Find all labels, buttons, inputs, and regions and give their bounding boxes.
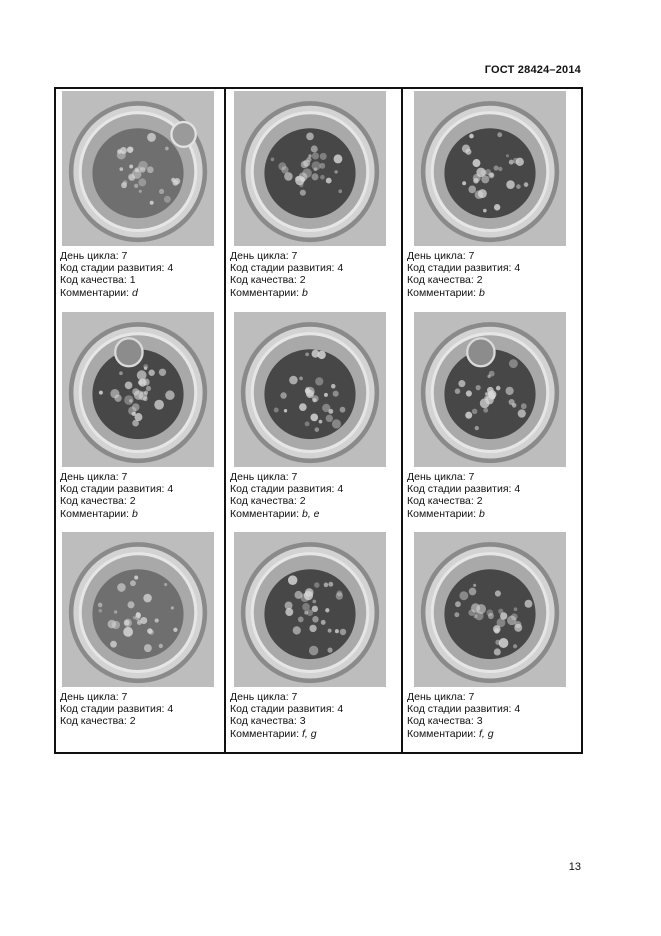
cycle-day-line-label: День цикла: (60, 471, 119, 483)
quality-code-line-value: 2 (129, 495, 136, 508)
comments-line-label: Комментарии: (230, 507, 300, 520)
cycle-day-line (407, 250, 520, 262)
embryo-caption (60, 250, 173, 299)
cycle-day-line (60, 691, 173, 703)
development-stage-line-label: Код стадии развития: (230, 483, 335, 496)
embryo-photo (62, 312, 214, 467)
development-stage-line-label: Код стадии развития: (230, 703, 335, 716)
cycle-day-line (230, 691, 343, 703)
quality-code-line-value: 2 (476, 274, 483, 287)
cycle-day-line (60, 471, 173, 483)
development-stage-line-value: 4 (167, 483, 174, 496)
quality-code-line-value: 3 (476, 715, 483, 728)
cycle-day-line (230, 250, 343, 262)
development-stage-line-label: Код стадии развития: (60, 483, 165, 496)
development-stage-line (60, 703, 173, 715)
quality-code-line (230, 274, 343, 286)
comments-line-label: Комментарии: (407, 286, 477, 299)
page-number: 13 (568, 861, 581, 873)
embryo-photo (62, 532, 214, 687)
quality-code-line-label: Код качества: (230, 495, 297, 508)
quality-code-line (230, 495, 343, 507)
development-stage-line (407, 703, 520, 715)
embryo-photo (234, 312, 386, 467)
comments-line-value: f, g (478, 727, 494, 740)
comments-line-value: b (131, 507, 138, 520)
development-stage-line (230, 483, 343, 495)
cycle-day-line-label: День цикла: (407, 471, 466, 483)
cycle-day-line-value: 7 (468, 250, 475, 262)
cycle-day-line-value: 7 (468, 691, 475, 703)
development-stage-line-value: 4 (337, 483, 344, 496)
embryo-caption (407, 471, 520, 520)
cycle-day-line-value: 7 (121, 250, 128, 262)
cycle-day-line (407, 471, 520, 483)
cycle-day-line-label: День цикла: (407, 250, 466, 262)
comments-line-value: f, g (301, 727, 317, 740)
cycle-day-line-label: День цикла: (230, 471, 289, 483)
embryo-caption (230, 250, 343, 299)
development-stage-line (230, 703, 343, 715)
quality-code-line (407, 274, 520, 286)
quality-code-line-label: Код качества: (230, 274, 297, 287)
quality-code-line-value: 2 (129, 715, 136, 728)
quality-code-line-label: Код качества: (60, 274, 127, 287)
comments-line-label: Комментарии: (230, 727, 300, 740)
embryo-photo (414, 312, 566, 467)
development-stage-line-label: Код стадии развития: (407, 703, 512, 716)
cycle-day-line-label: День цикла: (230, 691, 289, 703)
quality-code-line-label: Код качества: (407, 274, 474, 287)
cycle-day-line-value: 7 (291, 691, 298, 703)
quality-code-line (407, 495, 520, 507)
development-stage-line-value: 4 (514, 483, 521, 496)
comments-line-label: Комментарии: (407, 507, 477, 520)
comments-line-value: b (478, 286, 485, 299)
quality-code-line-value: 1 (129, 274, 136, 287)
development-stage-line (60, 262, 173, 274)
comments-line-value: b (478, 507, 485, 520)
cycle-day-line (230, 471, 343, 483)
comments-line (230, 287, 343, 299)
column-divider (401, 89, 403, 752)
column-divider (224, 89, 226, 752)
quality-code-line (60, 274, 173, 286)
cycle-day-line-value: 7 (468, 471, 475, 483)
quality-code-line-value: 3 (299, 715, 306, 728)
comments-line-value: d (131, 286, 138, 299)
quality-code-line-value: 2 (299, 274, 306, 287)
cycle-day-line-value: 7 (291, 471, 298, 483)
comments-line (230, 728, 343, 740)
quality-code-line-label: Код качества: (60, 495, 127, 508)
comments-line (407, 287, 520, 299)
quality-code-line (407, 715, 520, 727)
embryo-photo (414, 532, 566, 687)
development-stage-line-value: 4 (514, 703, 521, 716)
quality-code-line-label: Код качества: (230, 715, 297, 728)
development-stage-line-label: Код стадии развития: (407, 262, 512, 275)
quality-code-line-value: 2 (476, 495, 483, 508)
comments-line (407, 728, 520, 740)
cycle-day-line-label: День цикла: (60, 691, 119, 703)
comments-line (60, 508, 173, 520)
embryo-caption (60, 471, 173, 520)
development-stage-line-label: Код стадии развития: (60, 262, 165, 275)
comments-line-label: Комментарии: (407, 727, 477, 740)
embryo-photo (62, 91, 214, 246)
development-stage-line-label: Код стадии развития: (407, 483, 512, 496)
development-stage-line-value: 4 (337, 703, 344, 716)
comments-line (230, 508, 343, 520)
embryo-photo (414, 91, 566, 246)
cycle-day-line-value: 7 (121, 471, 128, 483)
development-stage-line-label: Код стадии развития: (60, 703, 165, 716)
development-stage-line-label: Код стадии развития: (230, 262, 335, 275)
embryo-caption (230, 691, 343, 740)
quality-code-line (60, 715, 173, 727)
embryo-photo (234, 532, 386, 687)
comments-line (407, 508, 520, 520)
cycle-day-line-label: День цикла: (407, 691, 466, 703)
development-stage-line-value: 4 (167, 262, 174, 275)
cycle-day-line-value: 7 (291, 250, 298, 262)
cycle-day-line-label: День цикла: (60, 250, 119, 262)
development-stage-line (407, 262, 520, 274)
comments-line-label: Комментарии: (60, 286, 130, 299)
quality-code-line-label: Код качества: (60, 715, 127, 728)
cycle-day-line (407, 691, 520, 703)
quality-code-line (60, 495, 173, 507)
cycle-day-line-value: 7 (121, 691, 128, 703)
embryo-caption (407, 691, 520, 740)
document-header: ГОСТ 28424–2014 (484, 64, 581, 76)
development-stage-line-value: 4 (337, 262, 344, 275)
cycle-day-line (60, 250, 173, 262)
quality-code-line-value: 2 (299, 495, 306, 508)
quality-code-line-label: Код качества: (407, 495, 474, 508)
comments-line-value: b (301, 286, 308, 299)
development-stage-line-value: 4 (514, 262, 521, 275)
embryo-photo (234, 91, 386, 246)
quality-code-line (230, 715, 343, 727)
embryo-caption (230, 471, 343, 520)
comments-line-value: b, e (301, 507, 320, 520)
cycle-day-line-label: День цикла: (230, 250, 289, 262)
embryo-caption (60, 691, 173, 728)
development-stage-line (230, 262, 343, 274)
development-stage-line (60, 483, 173, 495)
comments-line (60, 287, 173, 299)
quality-code-line-label: Код качества: (407, 715, 474, 728)
embryo-caption (407, 250, 520, 299)
comments-line-label: Комментарии: (60, 507, 130, 520)
comments-line-label: Комментарии: (230, 286, 300, 299)
development-stage-line (407, 483, 520, 495)
development-stage-line-value: 4 (167, 703, 174, 716)
